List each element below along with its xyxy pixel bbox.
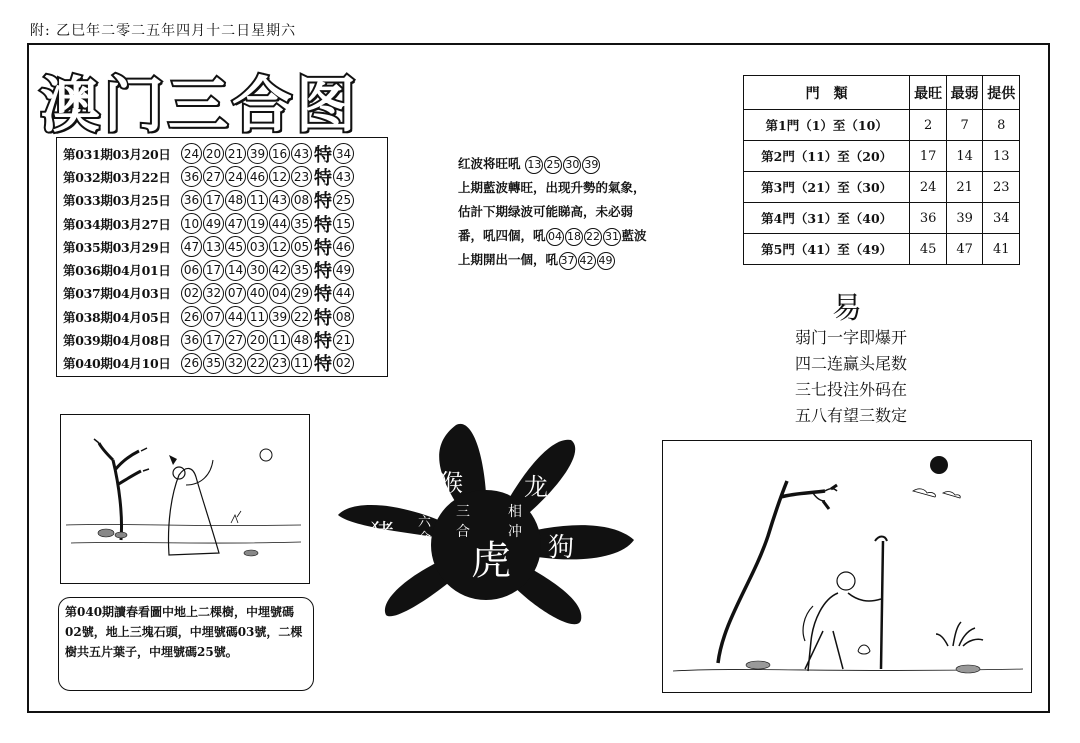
- wave-line-4-text: 番，吼四個，吼: [458, 228, 546, 243]
- label-sanhe: 三合: [456, 504, 470, 540]
- number-ball: 39: [247, 143, 268, 164]
- draw-label: 第032期03月22日: [63, 169, 171, 185]
- number-ball: 44: [269, 213, 290, 234]
- number-ball: 36: [181, 330, 202, 351]
- wave-number-ball: 49: [597, 252, 615, 270]
- cell: 13: [983, 141, 1020, 172]
- number-ball: 29: [291, 283, 312, 304]
- number-ball: 36: [181, 190, 202, 211]
- wave-number-ball: 37: [559, 252, 577, 270]
- table-row: [744, 110, 1020, 141]
- cell: 36: [910, 203, 947, 234]
- number-ball: 11: [269, 330, 290, 351]
- number-ball: 23: [291, 166, 312, 187]
- number-ball: 43: [269, 190, 290, 211]
- zodiac-pig: 猪: [370, 519, 394, 547]
- special-label: 特: [314, 214, 332, 236]
- poem-line: 弱门一字即爆开: [795, 328, 908, 347]
- wave-line-5: [458, 248, 658, 272]
- special-label: 特: [314, 284, 332, 306]
- number-ball: 17: [203, 330, 224, 351]
- number-ball: 42: [269, 260, 290, 281]
- number-ball: 22: [291, 306, 312, 327]
- special-number-ball: 49: [333, 260, 354, 281]
- cell: 21: [946, 172, 983, 203]
- number-ball: 12: [269, 166, 290, 187]
- number-ball: 45: [225, 236, 246, 257]
- number-ball: 49: [203, 213, 224, 234]
- special-label: 特: [314, 354, 332, 376]
- wave-line-1: [458, 152, 658, 176]
- number-ball: 24: [225, 166, 246, 187]
- special-number-ball: 44: [333, 283, 354, 304]
- wave-line-5-text: 上期開出一個，吼: [458, 252, 559, 267]
- number-ball: 04: [269, 283, 290, 304]
- riddle-illustration-lady: [60, 414, 310, 584]
- header-coldest: 最弱: [946, 76, 983, 110]
- number-ball: 27: [225, 330, 246, 351]
- draw-row: [63, 165, 383, 188]
- cell: 45: [910, 234, 947, 265]
- zodiac-dragon: 龙: [524, 473, 548, 501]
- header-provided: 提供: [983, 76, 1020, 110]
- wave-number-ball: 31: [603, 228, 621, 246]
- number-ball: 24: [181, 143, 202, 164]
- cell: 2: [910, 110, 947, 141]
- special-number-ball: 02: [333, 353, 354, 374]
- number-ball: 07: [203, 306, 224, 327]
- header-hottest: 最旺: [910, 76, 947, 110]
- wave-number-ball: 39: [582, 156, 600, 174]
- table-row: [744, 172, 1020, 203]
- lady-under-tree-drawing: [61, 415, 308, 582]
- draw-label: 第039期04月08日: [63, 333, 171, 349]
- number-ball: 11: [247, 190, 268, 211]
- number-ball: 48: [291, 330, 312, 351]
- special-number-ball: 25: [333, 190, 354, 211]
- draw-label: 第034期03月27日: [63, 216, 171, 232]
- number-ball: 39: [269, 306, 290, 327]
- zodiac-monkey: 猴: [439, 469, 463, 497]
- special-number-ball: 43: [333, 166, 354, 187]
- number-ball: 23: [269, 353, 290, 374]
- door-stats-table: [743, 75, 1020, 265]
- cell: 41: [983, 234, 1020, 265]
- table-row: [744, 234, 1020, 265]
- number-ball: 06: [181, 260, 202, 281]
- number-ball: 14: [225, 260, 246, 281]
- wave-line-3: 估計下期绿波可能睇高，未必弱: [458, 204, 634, 219]
- number-ball: 35: [291, 260, 312, 281]
- wave-line-1-text: 红波将旺吼: [458, 156, 521, 171]
- wave-number-ball: 22: [584, 228, 602, 246]
- number-ball: 16: [269, 143, 290, 164]
- number-ball: 10: [181, 213, 202, 234]
- special-number-ball: 21: [333, 330, 354, 351]
- number-ball: 43: [291, 143, 312, 164]
- draw-row: [63, 142, 383, 165]
- number-ball: 35: [203, 353, 224, 374]
- draw-row: [63, 305, 383, 328]
- poem-line: 三七投注外码在: [795, 380, 908, 399]
- cell: 34: [983, 203, 1020, 234]
- number-ball: 47: [181, 236, 202, 257]
- draw-row: [63, 189, 383, 212]
- draw-label: 第031期03月20日: [63, 146, 171, 162]
- number-ball: 32: [225, 353, 246, 374]
- poem-line: 四二连赢头尾数: [795, 354, 908, 373]
- draw-label: 第033期03月25日: [63, 193, 171, 209]
- number-ball: 07: [225, 283, 246, 304]
- number-ball: 11: [247, 306, 268, 327]
- number-ball: 22: [247, 353, 268, 374]
- number-ball: 40: [247, 283, 268, 304]
- wave-number-ball: 18: [565, 228, 583, 246]
- cell: 24: [910, 172, 947, 203]
- special-number-ball: 34: [333, 143, 354, 164]
- cell: 47: [946, 234, 983, 265]
- row-label: 第5門（41）至（49）: [744, 234, 910, 265]
- row-label: 第1門（1）至（10）: [744, 110, 910, 141]
- cell: 23: [983, 172, 1020, 203]
- label-liuhe: 六合: [418, 515, 432, 546]
- draw-row: [63, 328, 383, 351]
- zodiac-dog: 狗: [548, 533, 575, 563]
- draw-row: [63, 235, 383, 258]
- wave-line-2: 上期藍波轉旺，出现升勢的氣象，: [458, 180, 646, 195]
- number-ball: 03: [247, 236, 268, 257]
- number-ball: 19: [247, 213, 268, 234]
- number-ball: 48: [225, 190, 246, 211]
- draw-label: 第035期03月29日: [63, 239, 171, 255]
- row-label: 第4門（31）至（40）: [744, 203, 910, 234]
- wave-number-ball: 42: [578, 252, 596, 270]
- draw-row: [63, 282, 383, 305]
- number-ball: 35: [291, 213, 312, 234]
- draw-history: [56, 137, 388, 377]
- label-xiangchong: 相冲: [508, 504, 522, 540]
- number-ball: 32: [203, 283, 224, 304]
- wave-number-ball: 04: [546, 228, 564, 246]
- cell: 17: [910, 141, 947, 172]
- number-ball: 30: [247, 260, 268, 281]
- cell: 7: [946, 110, 983, 141]
- number-ball: 26: [181, 353, 202, 374]
- special-label: 特: [314, 167, 332, 189]
- wave-number-ball: 13: [525, 156, 543, 174]
- number-ball: 08: [291, 190, 312, 211]
- number-ball: 46: [247, 166, 268, 187]
- number-ball: 02: [181, 283, 202, 304]
- wave-number-ball: 30: [563, 156, 581, 174]
- number-ball: 21: [225, 143, 246, 164]
- poem-line: 五八有望三数定: [795, 406, 908, 425]
- draw-label: 第037期04月03日: [63, 286, 171, 302]
- table-row: [744, 203, 1020, 234]
- special-label: 特: [314, 307, 332, 329]
- number-ball: 44: [225, 306, 246, 327]
- number-ball: 17: [203, 190, 224, 211]
- draw-label: 第040期04月10日: [63, 356, 171, 372]
- row-label: 第3門（21）至（30）: [744, 172, 910, 203]
- wave-line-4-suffix: 藍波: [621, 228, 647, 243]
- draw-row: [63, 212, 383, 235]
- number-ball: 12: [269, 236, 290, 257]
- special-number-ball: 46: [333, 236, 354, 257]
- table-row: [744, 141, 1020, 172]
- number-ball: 17: [203, 260, 224, 281]
- row-label: 第2門（11）至（20）: [744, 141, 910, 172]
- number-ball: 13: [203, 236, 224, 257]
- header-door: 門 類: [744, 76, 910, 110]
- number-ball: 47: [225, 213, 246, 234]
- page-title: 澳门三合图: [40, 71, 360, 141]
- table-header-row: [744, 76, 1020, 110]
- special-number-ball: 08: [333, 306, 354, 327]
- zodiac-tiger: 虎: [471, 538, 511, 584]
- special-label: 特: [314, 191, 332, 213]
- number-ball: 11: [291, 353, 312, 374]
- special-label: 特: [314, 237, 332, 259]
- wave-number-ball: 25: [544, 156, 562, 174]
- number-ball: 20: [203, 143, 224, 164]
- riddle-illustration-old-man: [662, 440, 1032, 693]
- draw-label: 第038期04月05日: [63, 309, 171, 325]
- cell: 8: [983, 110, 1020, 141]
- number-ball: 26: [181, 306, 202, 327]
- special-label: 特: [314, 331, 332, 353]
- draw-label: 第036期04月01日: [63, 263, 171, 279]
- number-ball: 27: [203, 166, 224, 187]
- special-label: 特: [314, 144, 332, 166]
- cell: 39: [946, 203, 983, 234]
- wave-commentary: [458, 152, 658, 272]
- old-man-with-staff-drawing: [663, 441, 1030, 691]
- draw-row: [63, 352, 383, 375]
- poem-title: 易: [832, 291, 862, 326]
- special-number-ball: 15: [333, 213, 354, 234]
- number-ball: 20: [247, 330, 268, 351]
- special-label: 特: [314, 261, 332, 283]
- number-ball: 05: [291, 236, 312, 257]
- draw-row: [63, 258, 383, 281]
- wave-line-4: [458, 224, 658, 248]
- riddle-clue: 第040期讀春看圖中地上二棵樹，中埋號碼02號，地上三塊石頭，中埋號碼03號，二棵樹共五片葉子，中埋號碼25號。: [58, 597, 314, 691]
- poem: [795, 325, 907, 429]
- cell: 14: [946, 141, 983, 172]
- number-ball: 36: [181, 166, 202, 187]
- header-date: 附: 乙巳年二零二五年四月十二日星期六: [30, 23, 297, 39]
